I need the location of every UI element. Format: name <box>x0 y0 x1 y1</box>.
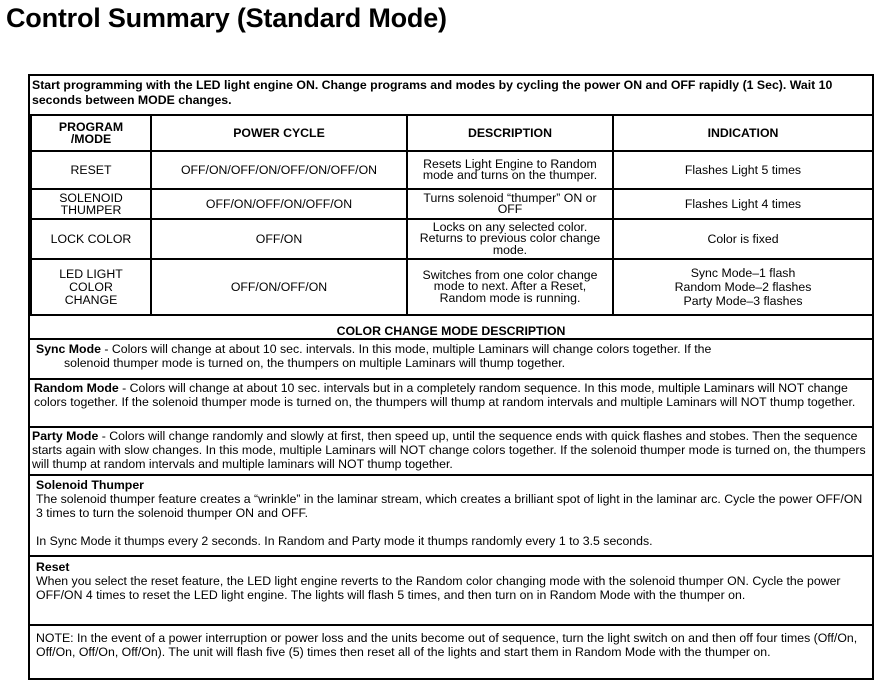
indication-line: Party Mode–3 flashes <box>683 294 803 308</box>
cell-program: LED LIGHT COLOR CHANGE <box>31 259 151 315</box>
cell-program: SOLENOID THUMPER <box>31 189 151 219</box>
cell-description: Switches from one color change mode to next. After a Reset, Random mode is running. <box>407 259 613 315</box>
cell-description: Locks on any selected color. Returns to previous color change mode. <box>407 219 613 259</box>
solenoid-thumper-heading: Solenoid Thumper <box>36 478 144 492</box>
sync-mode-label: Sync Mode <box>36 342 101 356</box>
solenoid-thumper-note: In Sync Mode it thumps every 2 seconds. In Random and Party mode it thumps randomly every 1 to 3.5 seconds. <box>36 534 653 548</box>
control-table <box>30 114 874 316</box>
cell-indication: Color is fixed <box>613 219 873 259</box>
note-section: NOTE: In the event of a power interruption or power loss and the units become out of sequence, turn the light switch on and then off four times (Off/On, Off/On, Off/On, Off/On). The unit will flash five (5) times then reset all of the lights and start them in Random Mode with the thumper on. <box>36 631 858 659</box>
control-summary-frame <box>28 74 874 680</box>
indication-line: Sync Mode–1 flash <box>690 266 796 280</box>
divider <box>30 474 872 476</box>
divider <box>30 624 872 626</box>
reset-section <box>30 560 872 620</box>
header-program-mode: PROGRAM /MODE <box>31 115 151 151</box>
party-mode-text: - Colors will change randomly and slowly at first, then speed up, until the sequence ends with quick flashes and stobes. Then the sequence starts again with slow changes. In this mode, multiple Laminars will NOT change colors together. If the solenoid thumper mode is turned on, the thumpers will thump at random intervals and multiple laminars will NOT thump together. <box>32 429 866 471</box>
random-mode-label: Random Mode <box>34 381 119 395</box>
reset-text: When you select the reset feature, the LED light engine reverts to the Random color changing mode with the solenoid thumper ON. Cycle the power OFF/ON 4 times to reset the LED light engine. The lights will flash 5 times, and then turn on in Random Mode with the thumper on. <box>36 574 841 602</box>
table-header-row <box>31 115 873 151</box>
sync-mode-section <box>30 342 872 378</box>
cell-description: Resets Light Engine to Random mode and turns on the thumper. <box>407 151 613 189</box>
cell-power-cycle: OFF/ON <box>151 219 407 259</box>
cell-power-cycle: OFF/ON/OFF/ON <box>151 259 407 315</box>
cell-description: Turns solenoid “thumper” ON or OFF <box>407 189 613 219</box>
sync-mode-text-cont: solenoid thumper mode is turned on, the thumpers on multiple Laminars will thump together. <box>64 356 566 370</box>
reset-heading: Reset <box>36 560 70 574</box>
header-power-cycle: POWER CYCLE <box>151 115 407 151</box>
party-mode-section <box>30 429 872 473</box>
cell-indication: Flashes Light 5 times <box>613 151 873 189</box>
intro-text: Start programming with the LED light engine ON. Change programs and modes by cycling the power ON and OFF rapidly (1 Sec). Wait 10 seconds between MODE changes. <box>32 78 833 107</box>
table-row <box>31 219 873 259</box>
cell-indication <box>613 259 873 315</box>
party-mode-label: Party Mode <box>32 429 99 443</box>
color-change-heading: COLOR CHANGE MODE DESCRIPTION <box>30 324 872 340</box>
cell-program: LOCK COLOR <box>31 219 151 259</box>
solenoid-thumper-text: The solenoid thumper feature creates a “wrinkle” in the laminar stream, which creates a brilliant spot of light in the laminar arc. Cycle the power OFF/ON 3 times to turn the solenoid thumper ON and OFF. <box>36 492 863 520</box>
table-row <box>31 151 873 189</box>
divider <box>30 555 872 557</box>
table-row <box>31 189 873 219</box>
cell-power-cycle: OFF/ON/OFF/ON/OFF/ON/OFF/ON <box>151 151 407 189</box>
random-mode-text: - Colors will change at about 10 sec. intervals but in a completely random sequence. In this mode, multiple Laminars will NOT change colors together. If the solenoid thumper mode is turned on, the thumpers will thump at random intervals and multiple Laminars will NOT thump together. <box>34 381 856 409</box>
indication-line: Random Mode–2 flashes <box>674 280 812 294</box>
cell-program: RESET <box>31 151 151 189</box>
page-title: Control Summary (Standard Mode) <box>6 3 447 33</box>
sync-mode-text: - Colors will change at about 10 sec. intervals. In this mode, multiple Laminars will change colors together. If the <box>100 342 712 356</box>
solenoid-thumper-section <box>30 478 872 554</box>
header-indication: INDICATION <box>613 115 873 151</box>
random-mode-section <box>30 381 872 425</box>
divider <box>30 378 872 380</box>
header-description: DESCRIPTION <box>407 115 613 151</box>
divider <box>30 426 872 428</box>
cell-power-cycle: OFF/ON/OFF/ON/OFF/ON <box>151 189 407 219</box>
cell-indication: Flashes Light 4 times <box>613 189 873 219</box>
table-row <box>31 259 873 315</box>
